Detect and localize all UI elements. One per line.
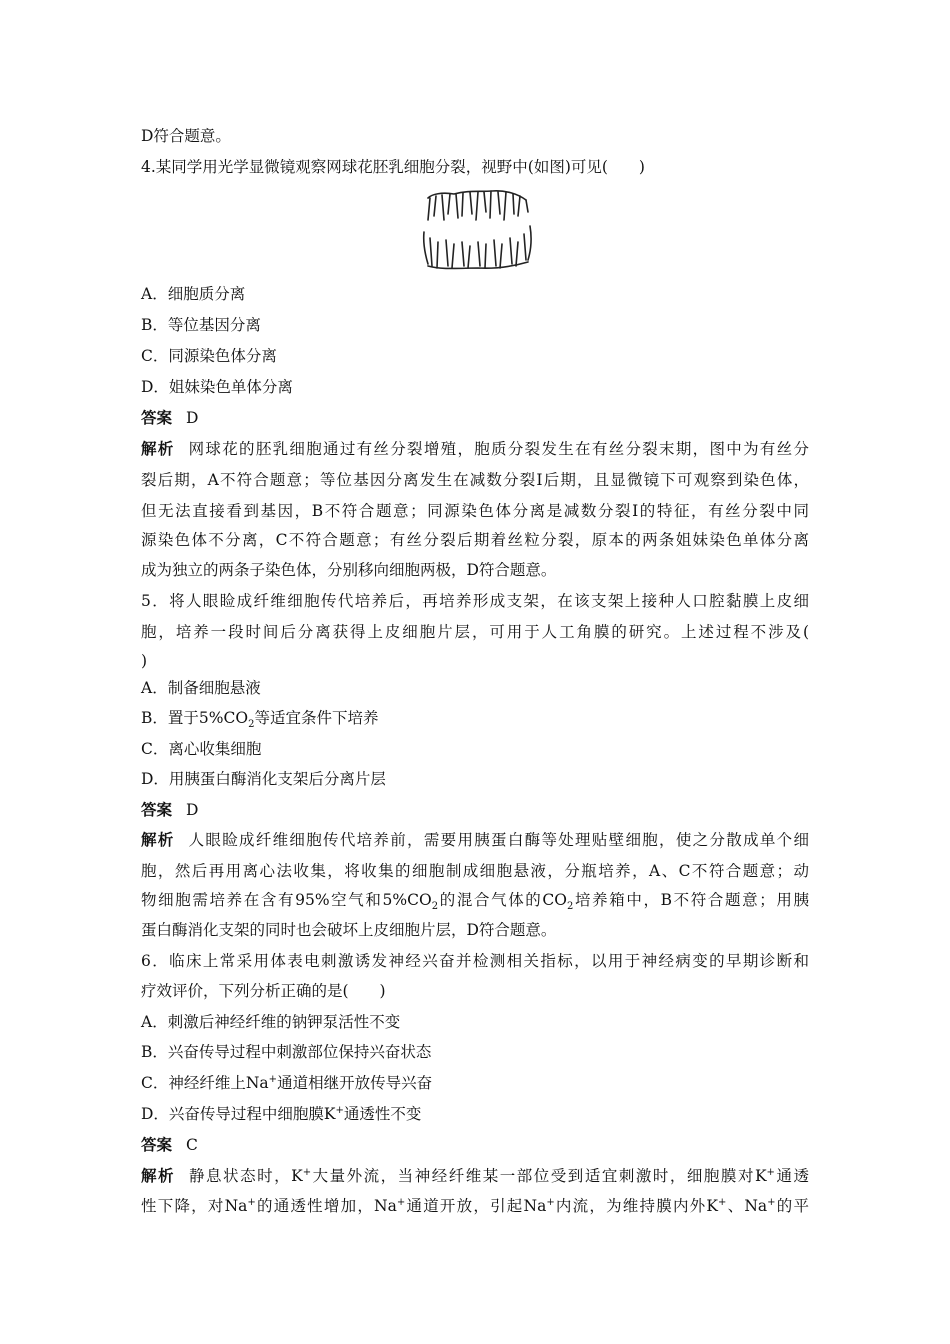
q6-option-d: D．兴奋传导过程中细胞膜K+通透性不变 — [141, 1104, 422, 1123]
answer-value: D — [186, 409, 199, 427]
q5-answer — [141, 800, 198, 820]
q5-option-b: B．置于$5\%CO_2$等适宜条件下培养 — [141, 709, 379, 731]
q4-option-a: A．细胞质分离 — [141, 285, 246, 303]
cell-division-micrograph — [418, 186, 536, 272]
q6-option-a: A．刺激后神经纤维的钠钾泵活性不变 — [141, 1013, 401, 1031]
q5-stem-line-1: 5．将人眼睑成纤维细胞传代培养后，再培养形成支架，在该支架上接种人口腔黏膜上皮细 — [141, 592, 809, 610]
q5-stem-line-2: 胞，培养一段时间后分离获得上皮细胞片层，可用于人工角膜的研究。上述过程不涉及( — [141, 623, 809, 641]
q6-stem-line-1: 6．临床上常采用体表电刺激诱发神经兴奋并检测相关指标，以用于神经病变的早期诊断和 — [141, 952, 809, 970]
q6-stem-line-2: 疗效评价，下列分析正确的是( ) — [141, 982, 386, 1000]
q4-option-c: C．同源染色体分离 — [141, 347, 277, 365]
answer-value: D — [186, 801, 199, 819]
q4-answer — [141, 408, 198, 428]
answer-label: 答案 — [141, 800, 173, 819]
q4-analysis-line-5: 成为独立的两条子染色体，分别移向细胞两极，D符合题意。 — [141, 561, 557, 579]
q5-option-a: A．制备细胞悬液 — [141, 679, 261, 697]
q5-analysis-line-1: 解析 人眼睑成纤维细胞传代培养前，需要用胰蛋白酶等处理贴壁细胞，使之分散成单个细 — [141, 830, 809, 849]
q4-option-b: B．等位基因分离 — [141, 316, 261, 334]
analysis-label: 解析 — [141, 1166, 176, 1185]
q5-stem-line-3: ) — [141, 652, 148, 670]
q5-analysis-line-3: 物细胞需培养在含有95%空气和$5\%CO_2$的混合气体的$CO_2$培养箱中，B不符合题意；用胰 — [141, 891, 809, 913]
q6-analysis-line-1: 解析 静息状态时，K+大量外流，当神经纤维某一部位受到适宜刺激时，细胞膜对K+通透 — [141, 1166, 809, 1185]
q6-analysis-line-2: 性下降，对Na+的通透性增加，Na+通道开放，引起Na+内流，为维持膜内外K+、Na+的平 — [141, 1196, 809, 1215]
q5-option-c: C．离心收集细胞 — [141, 740, 262, 758]
q4-option-d: D．姐妹染色单体分离 — [141, 378, 293, 396]
q4-analysis-line-3: 但无法直接看到基因，B不符合题意；同源染色体分离是减数分裂Ⅰ的特征，有丝分裂中同 — [141, 502, 809, 520]
q4-analysis-line-4: 源染色体不分离，C不符合题意；有丝分裂后期着丝粒分裂，原本的两条姐妹染色单体分离 — [141, 531, 809, 549]
q4-analysis-line-1: 解析 网球花的胚乳细胞通过有丝分裂增殖，胞质分裂发生在有丝分裂末期，图中为有丝分 — [141, 439, 809, 458]
q6-option-b: B．兴奋传导过程中刺激部位保持兴奋状态 — [141, 1043, 432, 1061]
q5-option-d: D．用胰蛋白酶消化支架后分离片层 — [141, 770, 386, 788]
q4-stem: 4.某同学用光学显微镜观察网球花胚乳细胞分裂，视野中(如图)可见( ) — [141, 158, 645, 176]
q6-answer — [141, 1135, 198, 1155]
analysis-label: 解析 — [141, 439, 175, 458]
answer-label: 答案 — [141, 1135, 173, 1154]
q5-analysis-line-4: 蛋白酶消化支架的同时也会破坏上皮细胞片层，D符合题意。 — [141, 921, 557, 939]
q5-analysis-line-2: 胞，然后再用离心法收集，将收集的细胞制成细胞悬液，分瓶培养，A、C不符合题意；动 — [141, 862, 809, 880]
q3-tail: D符合题意。 — [141, 127, 231, 145]
answer-label: 答案 — [141, 408, 173, 427]
lower-chromosome-band — [428, 262, 528, 269]
q4-analysis-line-2: 裂后期，A不符合题意；等位基因分离发生在减数分裂Ⅰ后期，且显微镜下可观察到染色体， — [141, 471, 809, 489]
analysis-label: 解析 — [141, 830, 175, 849]
q6-option-c: C．神经纤维上Na+通道相继开放传导兴奋 — [141, 1073, 433, 1092]
answer-value: C — [186, 1136, 198, 1154]
